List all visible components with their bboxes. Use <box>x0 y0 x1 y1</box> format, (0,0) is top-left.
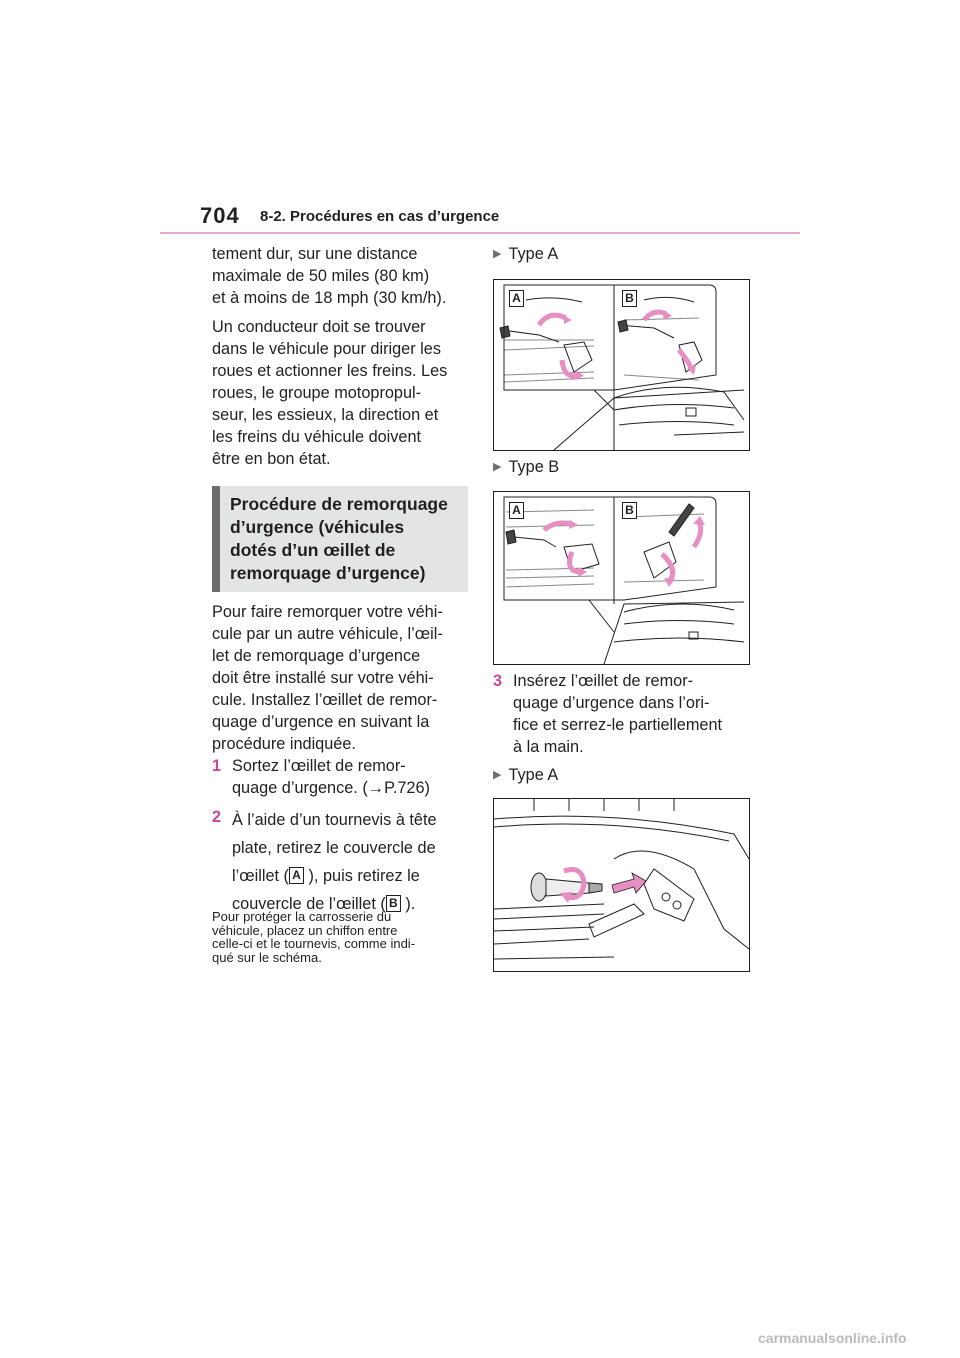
step-number: 3 <box>493 672 503 690</box>
text-line: dans le véhicule pour diriger les <box>212 340 441 358</box>
note-line: qué sur le schéma. <box>212 949 322 965</box>
text-line: cule par un autre véhicule, l’œil- <box>212 625 443 643</box>
illustration-eyelet-insert <box>494 799 749 971</box>
triangle-right-icon: ▶ <box>493 461 502 473</box>
note-line: véhicule, placez un chiffon entre <box>212 922 398 938</box>
step-text: à la main. <box>513 738 584 756</box>
header-divider <box>160 232 800 234</box>
triangle-right-icon: ▶ <box>493 248 502 260</box>
step-text: Sortez l’œillet de remor- <box>232 757 406 775</box>
note-line: celle-ci et le tournevis, comme indi- <box>212 936 416 951</box>
figure-type-b-cover-removal <box>493 491 750 665</box>
step-3 <box>493 670 755 758</box>
type-label-text: Type B <box>508 458 560 476</box>
text-line: let de remorquage d’urgence <box>212 647 421 665</box>
tow-paragraph <box>212 601 472 755</box>
step-2 <box>212 806 474 918</box>
step-text: quage d’urgence. ( <box>232 779 368 797</box>
triangle-right-icon: ▶ <box>493 769 502 781</box>
section-heading-line: Procédure de remorquage <box>230 494 448 514</box>
type-label-text: Type A <box>508 245 559 263</box>
figure-label-a: A <box>509 502 524 519</box>
section-heading-box <box>212 486 468 592</box>
step-text: quage d’urgence dans l’ori- <box>513 694 710 712</box>
type-a-label <box>493 243 558 265</box>
type-a-insert-label <box>493 764 558 786</box>
step-number: 1 <box>212 757 222 775</box>
page-number: 704 <box>200 203 240 228</box>
figure-type-a-cover-removal <box>493 279 750 451</box>
figure-label-a: A <box>509 290 524 307</box>
text-line: roues et actionner les freins. Les <box>212 362 448 380</box>
figure-type-a-eyelet-insert <box>493 798 750 972</box>
figure-label-b: B <box>622 290 637 307</box>
section-title: 8-2. Procédures en cas d’urgence <box>260 208 500 225</box>
intro-paragraph <box>212 243 472 309</box>
step-text: plate, retirez le couvercle de <box>232 839 436 857</box>
step-text: l’œillet ( <box>232 867 289 885</box>
text-line: les freins du véhicule doivent <box>212 428 422 446</box>
step-1 <box>212 755 474 799</box>
section-heading-line: dotés d’un œillet de <box>230 540 396 560</box>
step-text: ). <box>400 895 416 913</box>
text-line: procédure indiquée. <box>212 735 356 753</box>
arrow-right-icon: → <box>367 779 385 797</box>
figure-label-b: B <box>622 502 637 519</box>
note-line: Pour protéger la carrosserie du <box>212 909 392 924</box>
section-heading-line: d’urgence (véhicules <box>230 517 405 537</box>
step-text: À l’aide d’un tournevis à tête <box>232 811 437 829</box>
page-reference-link[interactable]: P.726) <box>384 779 430 797</box>
note-paragraph <box>212 910 470 964</box>
text-line: Pour faire remorquer votre véhi- <box>212 603 443 621</box>
step-text: couvercle de l’œillet ( <box>232 895 386 913</box>
step-text: ), puis retirez le <box>303 867 420 885</box>
step-text: fice et serrez-le partiellement <box>513 716 723 734</box>
label-b-badge: B <box>386 895 401 912</box>
label-a-badge: A <box>289 867 304 884</box>
text-line: maximale de 50 miles (80 km) <box>212 267 430 285</box>
text-line: tement dur, sur une distance <box>212 245 418 263</box>
text-line: être en bon état. <box>212 450 331 468</box>
type-label-text: Type A <box>508 766 559 784</box>
text-line: doit être installé sur votre véhi- <box>212 669 434 687</box>
type-b-label <box>493 456 559 478</box>
step-text: Insérez l’œillet de remor- <box>513 672 694 690</box>
text-line: Un conducteur doit se trouver <box>212 318 426 336</box>
text-line: quage d’urgence en suivant la <box>212 713 430 731</box>
site-watermark: carmanualsonline.info <box>758 1330 907 1346</box>
driver-paragraph <box>212 316 472 470</box>
text-line: et à moins de 18 mph (30 km/h). <box>212 289 447 307</box>
text-line: roues, le groupe motopropul- <box>212 384 422 402</box>
section-heading-line: remorquage d’urgence) <box>230 563 426 583</box>
text-line: cule. Installez l’œillet de remor- <box>212 691 438 709</box>
step-number: 2 <box>212 808 222 826</box>
text-line: seur, les essieux, la direction et <box>212 406 439 424</box>
